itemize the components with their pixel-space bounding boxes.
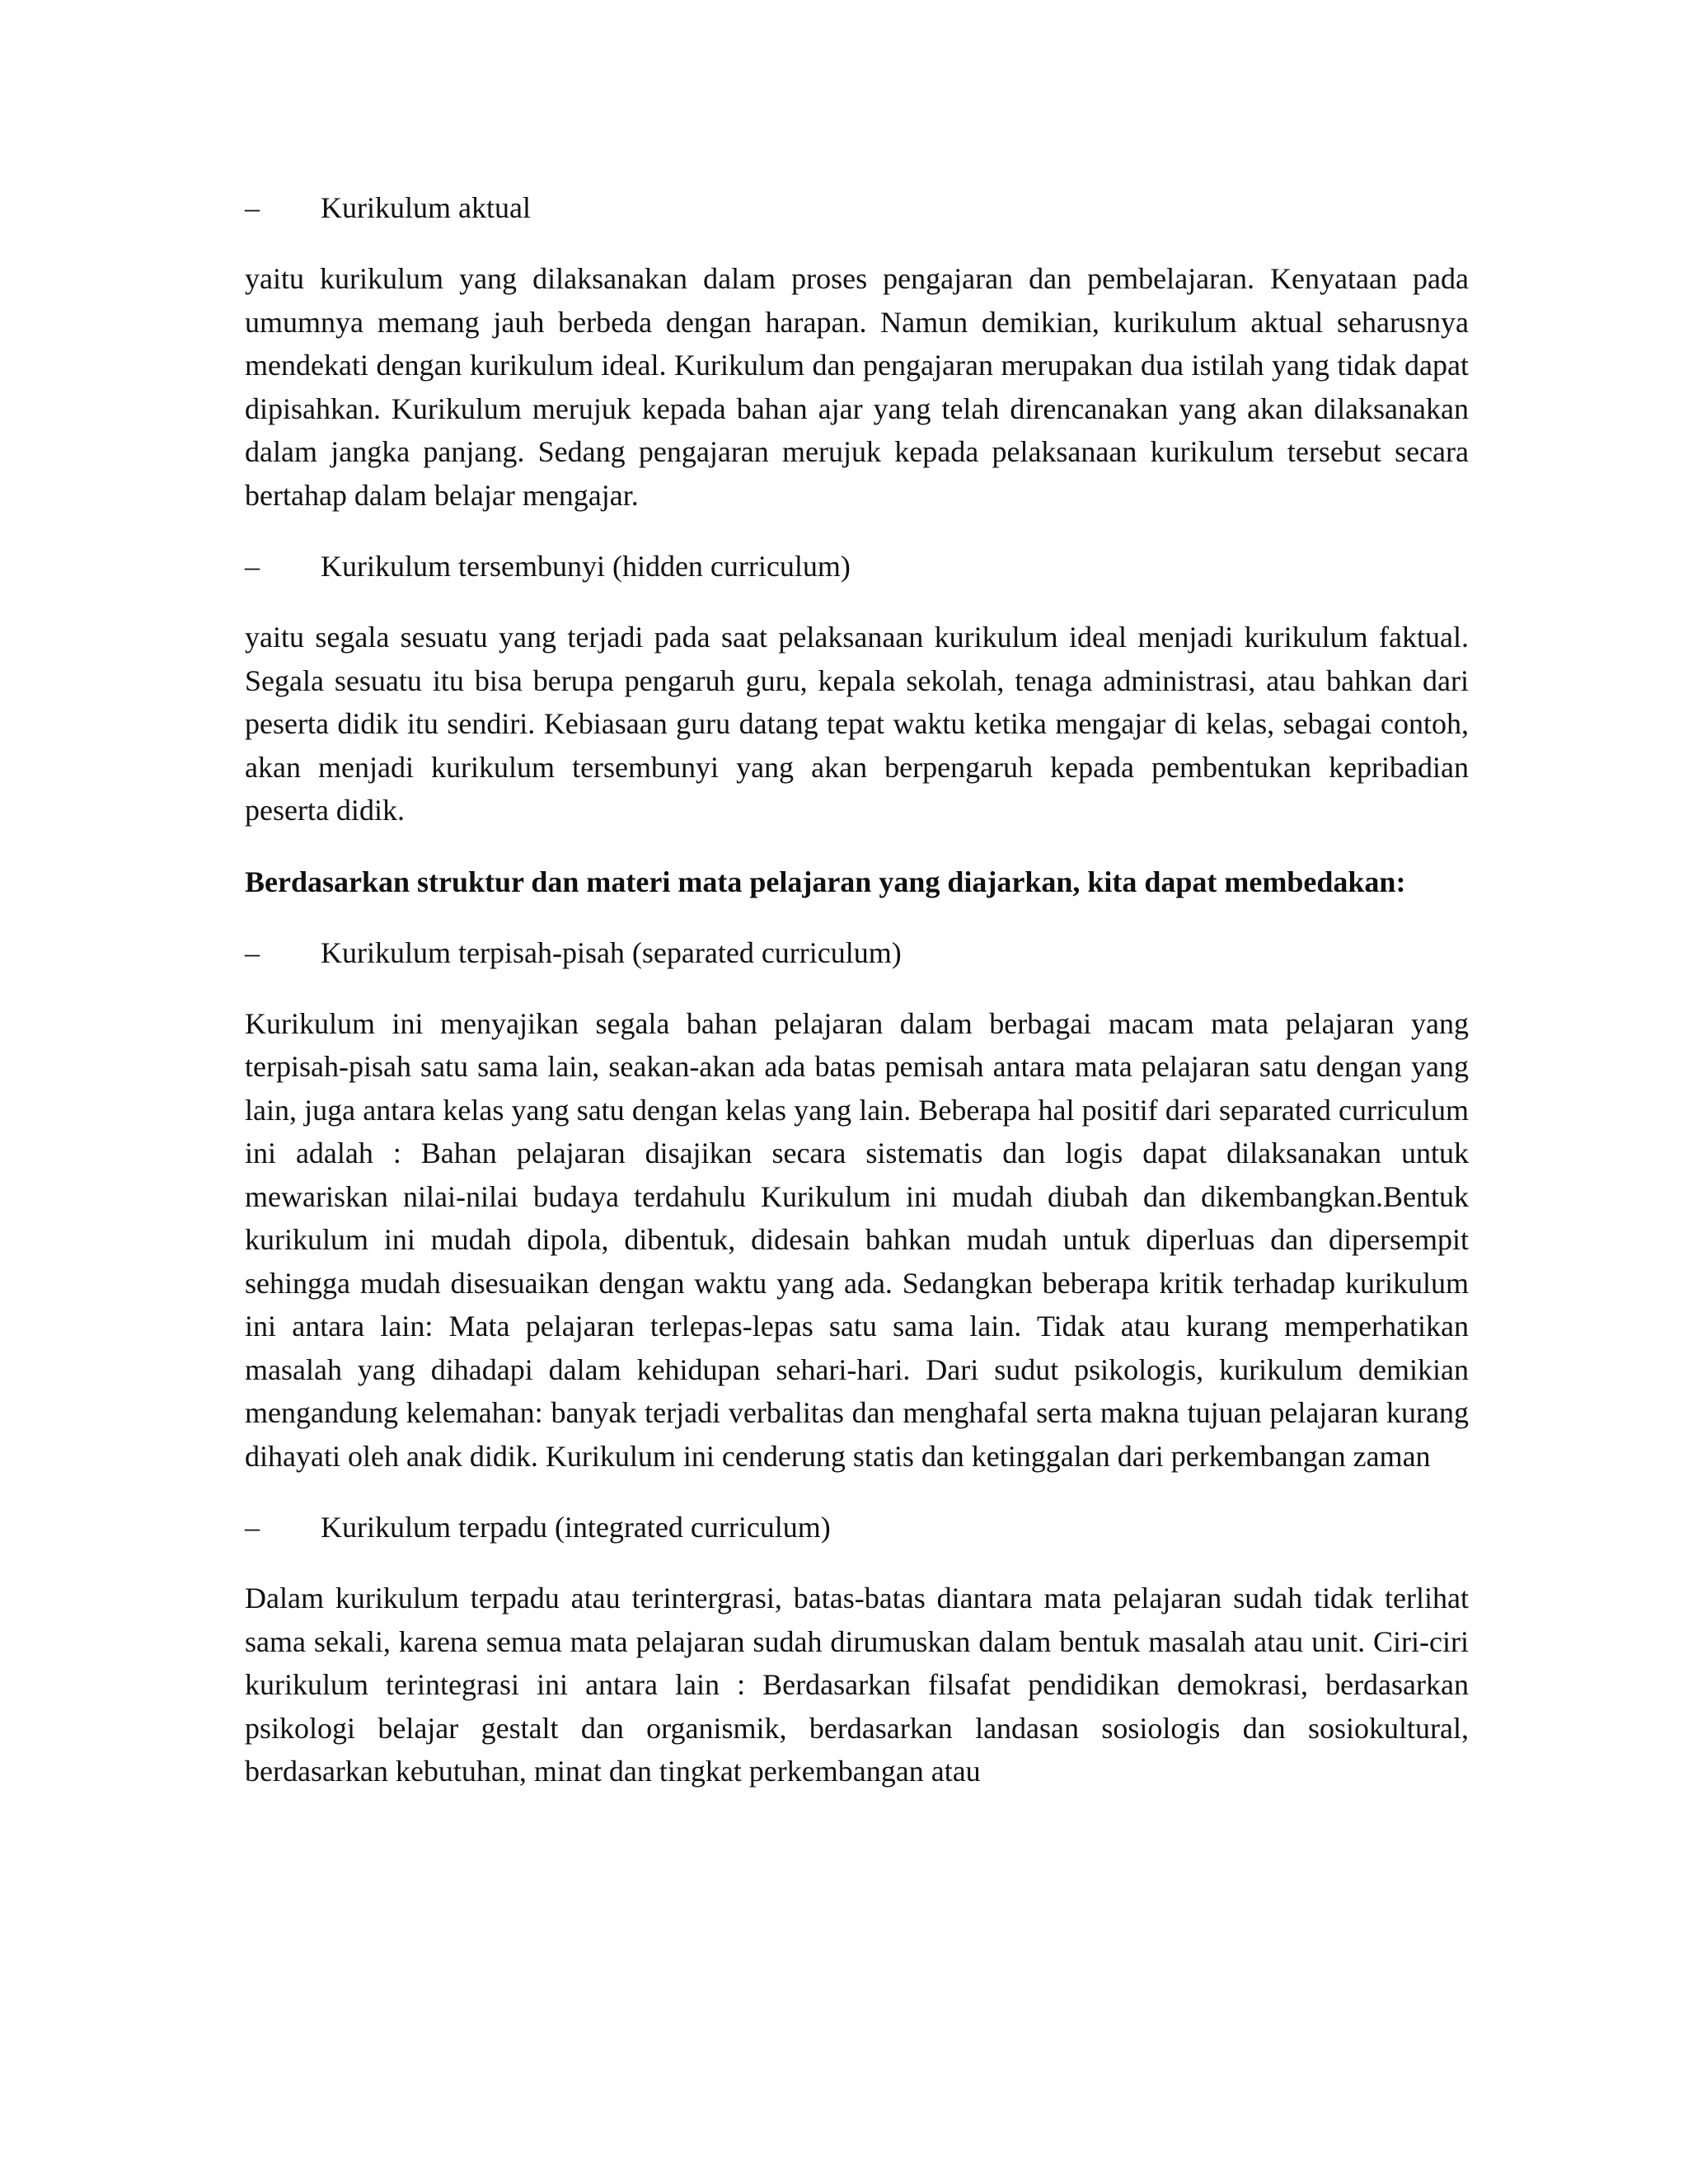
document-page (245, 186, 1469, 1821)
bullet-kurikulum-aktual (245, 186, 1469, 229)
paragraph-kurikulum-aktual: yaitu kurikulum yang dilaksanakan dalam proses pengajaran dan pembelajaran. Kenyataan pada umumnya memang jauh berbeda dengan harapan. Namun demikian, kurikulum aktual seharusnya mendekati dengan kurikulum ideal. Kurikulum dan pengajaran merupakan dua istilah yang tidak dapat dipisahkan. Kurikulum merujuk kepada bahan ajar yang telah direncanakan yang akan dilaksanakan dalam jangka panjang. Sedang pengajaran merujuk kepada pelaksanaan kurikulum tersebut secara bertahap dalam belajar mengajar. (245, 262, 1469, 512)
bullet-label: Kurikulum terpisah-pisah (separated curriculum) (321, 935, 902, 969)
paragraph-kurikulum-terpisah: Kurikulum ini menyajikan segala bahan pelajaran dalam berbagai macam mata pelajaran yang terpisah-pisah satu sama lain, seakan-akan ada batas pemisah antara mata pelajaran satu dengan yang lain, juga antara kelas yang satu dengan kelas yang lain. Beberapa hal positif dari separated curriculum ini adalah : Bahan pelajaran disajikan secara sistematis dan logis dapat dilaksanakan untuk mewariskan nilai-nilai budaya terdahulu Kurikulum ini mudah diubah dan dikembangkan.Bentuk kurikulum ini mudah dipola, dibentuk, didesain bahkan mudah untuk diperluas dan dipersempit sehingga mudah disesuaikan dengan waktu yang ada. Sedangkan beberapa kritik terhadap kurikulum ini antara lain: Mata pelajaran terlepas-lepas satu sama lain. Tidak atau kurang memperhatikan masalah yang dihadapi dalam kehidupan sehari-hari. Dari sudut psikologis, kurikulum demikian mengandung kelemahan: banyak terjadi verbalitas dan menghafal serta makna tujuan pelajaran kurang dihayati oleh anak didik. Kurikulum ini cenderung statis dan ketinggalan dari perkembangan zaman (245, 1006, 1469, 1473)
bullet-kurikulum-terpadu (245, 1506, 1469, 1549)
bullet-label: Kurikulum terpadu (integrated curriculum) (321, 1511, 831, 1544)
bullet-kurikulum-tersembunyi (245, 545, 1469, 588)
bullet-label: Kurikulum tersembunyi (hidden curriculum) (321, 550, 851, 583)
bullet-dash: – (245, 935, 260, 969)
bullet-label: Kurikulum aktual (321, 191, 531, 224)
bullet-dash: – (245, 191, 260, 224)
bullet-dash: – (245, 1511, 260, 1544)
bullet-dash: – (245, 550, 260, 583)
paragraph-kurikulum-tersembunyi: yaitu segala sesuatu yang terjadi pada saat pelaksanaan kurikulum ideal menjadi kurikulum faktual. Segala sesuatu itu bisa berupa pengaruh guru, kepala sekolah, tenaga administrasi, atau bahkan dari peserta didik itu sendiri. Kebiasaan guru datang tepat waktu ketika mengajar di kelas, sebagai contoh, akan menjadi kurikulum tersembunyi yang akan berpengaruh kepada pembentukan kepribadian peserta didik. (245, 621, 1469, 827)
paragraph-kurikulum-terpadu: Dalam kurikulum terpadu atau terintergrasi, batas-batas diantara mata pelajaran sudah tidak terlihat sama sekali, karena semua mata pelajaran sudah dirumuskan dalam bentuk masalah atau unit. Ciri-ciri kurikulum terintegrasi ini antara lain : Berdasarkan filsafat pendidikan demokrasi, berdasarkan psikologi belajar gestalt dan organismik, berdasarkan landasan sosiologis dan sosiokultural, berdasarkan kebutuhan, minat dan tingkat perkembangan atau (245, 1582, 1469, 1788)
bullet-kurikulum-terpisah (245, 931, 1469, 974)
section-heading: Berdasarkan struktur dan materi mata pelajaran yang diajarkan, kita dapat membedakan: (245, 865, 1406, 898)
